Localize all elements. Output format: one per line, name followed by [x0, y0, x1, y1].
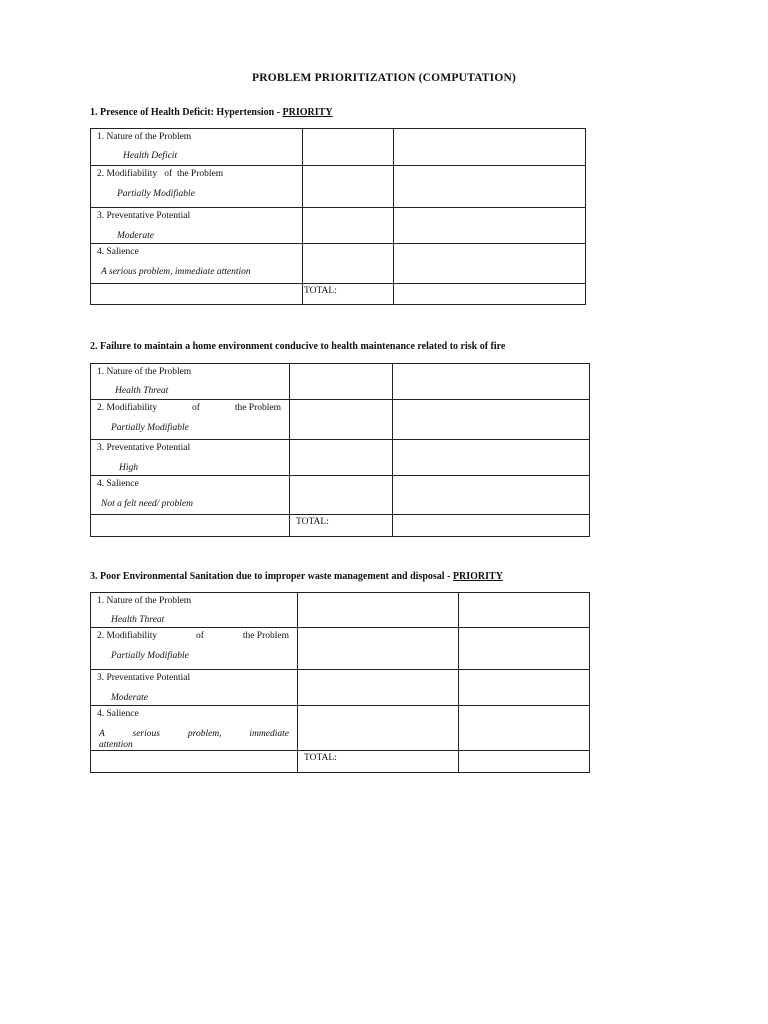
criterion-cell — [91, 706, 298, 751]
justification-cell[interactable] — [393, 364, 590, 400]
section-1-table — [90, 128, 586, 305]
table-row — [91, 628, 590, 670]
criterion-value: Moderate — [117, 231, 154, 241]
justification-cell[interactable] — [394, 166, 586, 208]
criterion-label: 3. Preventative Potential — [97, 673, 191, 683]
criterion-label — [91, 628, 297, 642]
criterion-label: 3. Preventative Potential — [97, 443, 191, 453]
table-row — [91, 244, 586, 284]
score-cell[interactable] — [290, 400, 393, 440]
justification-cell[interactable] — [459, 706, 590, 751]
justification-cell[interactable] — [459, 593, 590, 628]
total-cell — [290, 515, 393, 537]
table-row — [91, 476, 590, 515]
table-row — [91, 166, 586, 208]
total-label: TOTAL: — [304, 286, 337, 296]
section-1-priority-label: PRIORITY — [282, 107, 333, 118]
criterion-value: High — [119, 463, 138, 473]
criterion-label: 3. Preventative Potential — [97, 211, 191, 221]
criterion-label: 2. Modifiability of the Problem — [97, 169, 224, 179]
criterion-value: Partially Modifiable — [111, 651, 189, 661]
score-cell[interactable] — [303, 244, 394, 284]
table-row — [91, 515, 590, 537]
table-row — [91, 593, 590, 628]
section-3-heading — [90, 571, 503, 582]
justification-cell[interactable] — [459, 628, 590, 670]
score-cell[interactable] — [298, 593, 459, 628]
table-row — [91, 400, 590, 440]
criterion-cell — [91, 208, 303, 244]
criterion-label-part: 2. Modifiability — [97, 403, 158, 413]
table-row — [91, 284, 586, 305]
empty-cell — [91, 284, 303, 305]
justification-cell[interactable] — [394, 208, 586, 244]
criterion-value: Health Threat — [111, 615, 165, 625]
section-1-heading — [90, 107, 333, 118]
score-cell[interactable] — [303, 208, 394, 244]
justification-cell[interactable] — [393, 400, 590, 440]
score-cell[interactable] — [303, 129, 394, 166]
criterion-value: A serious problem, immediate attention — [101, 267, 251, 277]
criterion-value: Partially Modifiable — [111, 423, 189, 433]
justification-cell[interactable] — [393, 440, 590, 476]
score-cell[interactable] — [298, 706, 459, 751]
criterion-label-part: 2. Modifiability — [97, 631, 158, 641]
criterion-label: 1. Nature of the Problem — [97, 132, 192, 142]
section-3-priority-label: PRIORITY — [452, 571, 503, 582]
empty-cell — [91, 751, 298, 773]
criterion-cell — [91, 670, 298, 706]
criterion-label-part: the Problem — [242, 631, 289, 641]
section-2-heading-text: 2. Failure to maintain a home environment conducive to health maintenance related to risk of fire — [90, 341, 506, 352]
empty-cell — [91, 515, 290, 537]
table-row — [91, 364, 590, 400]
criterion-value: Moderate — [111, 693, 148, 703]
criterion-cell — [91, 129, 303, 166]
score-cell[interactable] — [290, 440, 393, 476]
table-row — [91, 440, 590, 476]
total-cell — [303, 284, 394, 305]
justification-cell[interactable] — [459, 670, 590, 706]
criterion-label: 1. Nature of the Problem — [97, 367, 192, 377]
criterion-value: Partially Modifiable — [117, 189, 195, 199]
criterion-label: 4. Salience — [97, 479, 139, 489]
section-3-heading-text: 3. Poor Environmental Sanitation due to improper waste management and disposal - — [90, 571, 451, 582]
table-row — [91, 751, 590, 773]
table-row — [91, 706, 590, 751]
table-row — [91, 670, 590, 706]
score-cell[interactable] — [290, 364, 393, 400]
criterion-label-part: of — [192, 403, 200, 413]
justification-cell[interactable] — [394, 129, 586, 166]
justification-cell[interactable] — [393, 476, 590, 515]
criterion-cell — [91, 476, 290, 515]
criterion-cell — [91, 166, 303, 208]
criterion-value: A serious problem, immediate — [99, 729, 289, 739]
total-cell — [298, 751, 459, 773]
score-cell[interactable] — [290, 476, 393, 515]
table-row — [91, 208, 586, 244]
criterion-value: Not a felt need/ problem — [101, 499, 193, 509]
criterion-label: 4. Salience — [97, 709, 139, 719]
total-value-cell[interactable] — [393, 515, 590, 537]
section-2-heading — [90, 341, 505, 352]
section-2-table — [90, 363, 590, 537]
criterion-label: 1. Nature of the Problem — [97, 596, 192, 606]
criterion-label-part: the Problem — [234, 403, 281, 413]
score-cell[interactable] — [303, 166, 394, 208]
criterion-cell — [91, 364, 290, 400]
criterion-cell — [91, 400, 290, 440]
justification-cell[interactable] — [394, 244, 586, 284]
criterion-value: Health Deficit — [123, 151, 178, 161]
criterion-label — [91, 400, 289, 414]
score-cell[interactable] — [298, 670, 459, 706]
section-3-table — [90, 592, 590, 773]
criterion-cell — [91, 628, 298, 670]
criterion-cell — [91, 244, 303, 284]
total-value-cell[interactable] — [394, 284, 586, 305]
section-1-heading-text: 1. Presence of Health Deficit: Hypertension - — [90, 107, 281, 118]
criterion-label: 4. Salience — [97, 247, 139, 257]
criterion-label-part: of — [196, 631, 204, 641]
document-title: PROBLEM PRIORITIZATION (COMPUTATION) — [251, 72, 517, 84]
criterion-cell — [91, 593, 298, 628]
criterion-value-continued: attention — [99, 740, 133, 750]
criterion-cell — [91, 440, 290, 476]
total-label: TOTAL: — [296, 517, 329, 527]
total-label: TOTAL: — [304, 753, 337, 763]
score-cell[interactable] — [298, 628, 459, 670]
total-value-cell[interactable] — [459, 751, 590, 773]
table-row — [91, 129, 586, 166]
criterion-value: Health Threat — [115, 386, 169, 396]
